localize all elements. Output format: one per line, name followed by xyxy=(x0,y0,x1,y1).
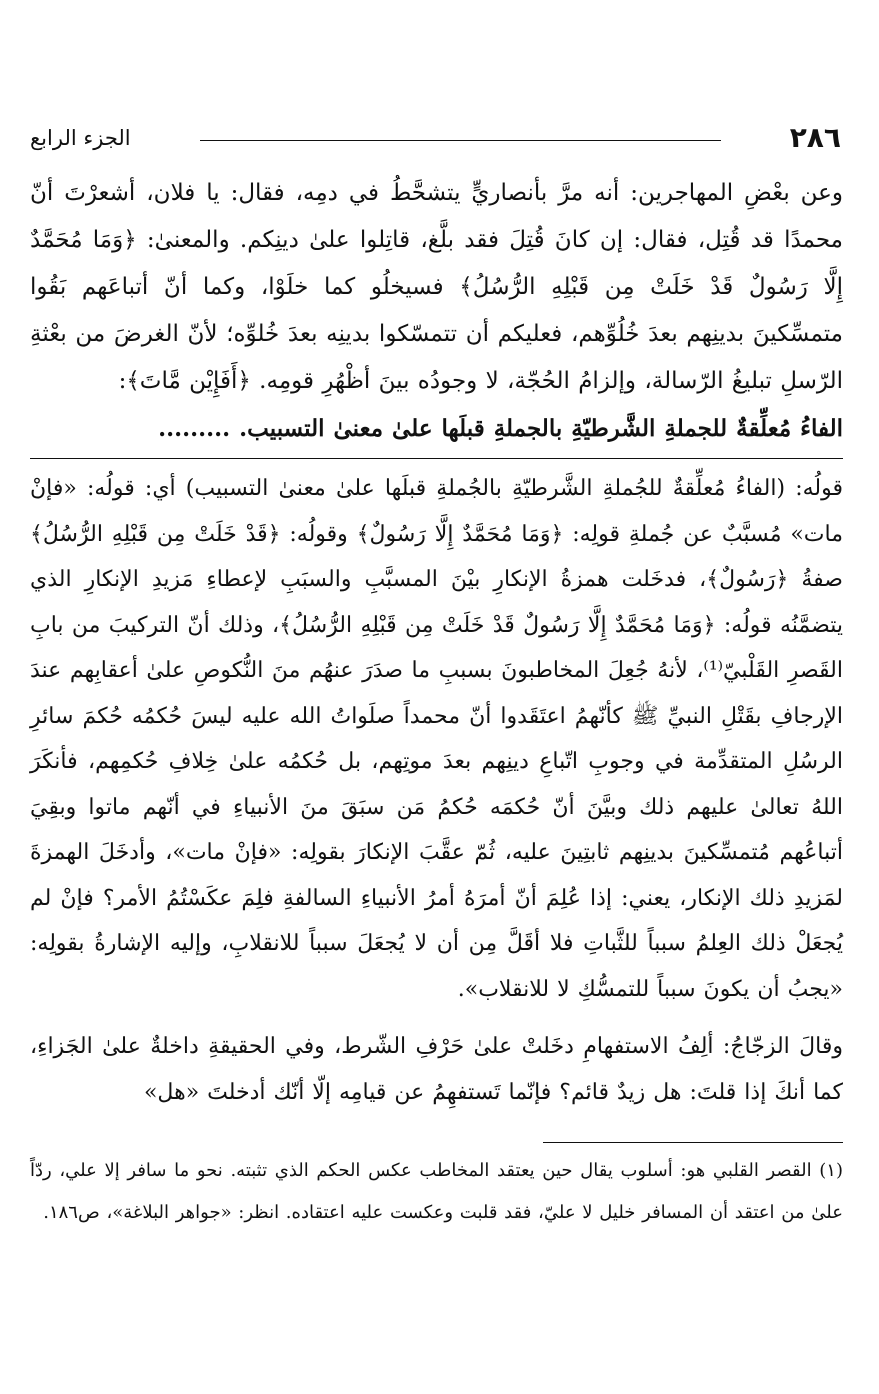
page-number: ٢٨٦ xyxy=(789,121,841,154)
commentary-paragraph-1: قولُه: (الفاءُ مُعلِّقةٌ للجُملةِ الشَّرطيّةِ بالجُملةِ قبلَها علىٰ معنىٰ التسبيب) أي: قولُه: «فإنْ مات» مُسبَّبٌ عن جُملةِ قولِه: ﴿وَمَا مُحَمَّدٌ إِلَّا رَسُولٌ﴾ وقولُه: ﴿قَدْ خَلَتْ مِن قَبْلِهِ الرُّسُلُ﴾ صفةُ ﴿رَسُولٌ﴾، فدخَلت همزةُ الإنكارِ بيْنَ المسبَّبِ والسبَبِ لإعطاءِ مَزيدِ الإنكارِ الذي يتضمَّنُه قولُه: ﴿وَمَا مُحَمَّدٌ إِلَّا رَسُولٌ قَدْ خَلَتْ مِن قَبْلِهِ الرُّسُلُ﴾، وذلك أنّ التركيبَ من بابِ القَصرِ القَلْبيّ⁽¹⁾، لأنهُ جُعِلَ المخاطبونَ بسببِ ما صدَرَ عنهُم منَ النُّكوصِ علىٰ أعقابِهم عندَ الإرجافِ بقَتْلِ النبيِّ ﷺ كأنّهمُ اعتَقَدوا أنّ محمداً صلَواتُ الله عليه ليسَ حُكمُه حُكمَ سائرِ الرسُلِ المتقدِّمة في وجوبِ اتّباعِ دينِهم بعدَ موتِهم، بل حُكمُه علىٰ خِلافِ حُكمِهم، فأنكَرَ اللهُ تعالىٰ عليهم ذلك وبيَّنَ أنّ حُكمَه حُكمُ مَن سبَقَ منَ الأنبياءِ في أنّهم ماتوا وبقِيَ أتباعُهم مُتمسِّكينَ بدينِهم ثابتِينَ عليه، ثُمّ عقَّبَ الإنكارَ بقولِه: «فإنْ مات»، وأدخَلَ الهمزةَ لمَزيدِ ذلك الإنكار، يعني: إذا عُلِمَ أنّ أمرَهُ أمرُ الأنبياءِ السالفةِ فلِمَ عكَسْتُمُ الأمر؟ فإنْ لم يُجعَلْ ذلك العِلمُ سبباً للثَّباتِ فلا أقَلَّ مِن أن لا يُجعَلَ سبباً للانقلابِ، وإليه الإشارةُ بقولِه: «يجبُ أن يكونَ سبباً للتمسُّكِ لا للانقلاب». xyxy=(30,476,843,1002)
footnote-1: (١) القصر القلبي هو: أسلوب يقال حين يعتقد المخاطب عكس الحكم الذي تثبته. نحو ما سافر إلا علي، ردّاً علىٰ من اعتقد أن المسافر خليل لا عليّ، فقد قلبت وعكست عليه اعتقاده. انظر: «جواهر البلاغة»، ص١٨٦. xyxy=(30,1160,843,1223)
header-rule xyxy=(200,140,721,141)
page-header xyxy=(30,118,841,164)
section-divider xyxy=(30,458,843,459)
main-paragraph: وعن بعْضِ المهاجرين: أنه مرَّ بأنصاريٍّ يتشحَّطُ في دمِه، فقال: يا فلان، أشعرْتَ أنّ محمدًا قد قُتِل، فقال: إن كانَ قُتِلَ فقد بلَّغ، قاتِلوا علىٰ دينِكم. والمعنىٰ: ﴿وَمَا مُحَمَّدٌ إِلَّا رَسُولٌ قَدْ خَلَتْ مِن قَبْلِهِ الرُّسُلُ﴾ فسيخلُو كما خلَوْا، وكما أنّ أتباعَهم بَقُوا متمسِّكينَ بدينِهم بعدَ خُلُوِّهم، فعليكم أن تتمسّكوا بدينِه بعدَ خُلوِّه؛ لأنّ الغرضَ من بعْثةِ الرّسلِ تبليغُ الرّسالة، وإلزامُ الحُجّة، لا وجودُه بينَ أظْهُرِ قومِه. ﴿أَفَإِيْن مَّاتَ﴾: xyxy=(30,180,843,394)
commentary-text xyxy=(30,466,843,1115)
footnotes xyxy=(30,1150,843,1234)
commentary-paragraph-2: وقالَ الزجّاجُ: ألِفُ الاستفهامِ دخَلتْ علىٰ حَرْفِ الشّرط، وفي الحقيقةِ داخلةٌ علىٰ الجَزاءِ، كما أنكَ إذا قلتَ: هل زيدٌ قائم؟ فإنّما تَستفهِمُ عن قيامِه إلّا أنّك أدخلتَ «هل» xyxy=(30,1034,843,1105)
running-title: الجزء الرابع xyxy=(30,126,131,150)
main-conclusion: الفاءُ مُعلِّقةٌ للجملةِ الشَّرطيّةِ بالجملةِ قبلَها علىٰ معنىٰ التسبيب. ......... xyxy=(158,415,843,442)
main-text xyxy=(30,170,843,452)
footnote-divider xyxy=(543,1142,843,1143)
